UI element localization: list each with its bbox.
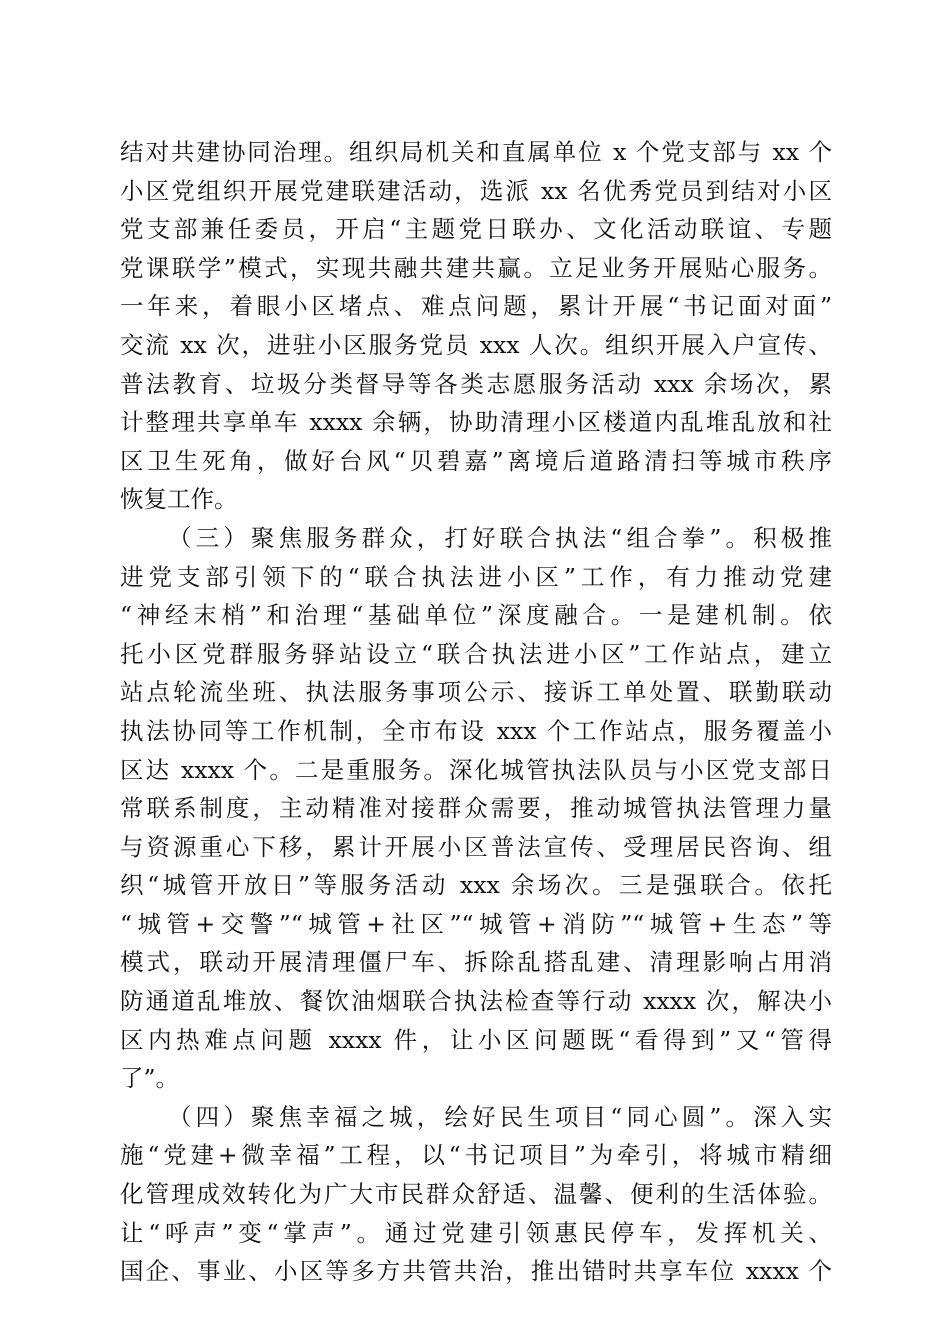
text-line: 化管理成效转化为广大市民群众舒适、温馨、便利的生活体验。: [120, 1180, 832, 1209]
text-line: 常联系制度，主动精准对接群众需要，推动城管执法管理力量: [120, 794, 832, 823]
text-line: 执法协同等工作机制，全市布设 xxx 个工作站点，服务覆盖小: [120, 716, 832, 745]
text-line: 党支部兼任委员，开启“主题党日联办、文化活动联谊、专题: [120, 215, 832, 244]
text-line: 织“城管开放日”等服务活动 xxx 余场次。三是强联合。依托: [120, 871, 832, 900]
text-line: “城管+交警”“城管+社区”“城管+消防”“城管+生态”等: [120, 909, 832, 938]
text-line: 交流 xx 次，进驻小区服务党员 xxx 人次。组织开展入户宣传、: [120, 330, 832, 359]
text-line: 一年来，着眼小区堵点、难点问题，累计开展“书记面对面”: [120, 292, 832, 321]
text-line: 区内热难点问题 xxxx 件，让小区问题既“看得到”又“管得: [120, 1025, 832, 1054]
text-line: 小区党组织开展党建联建活动，选派 xx 名优秀党员到结对小区: [120, 176, 832, 205]
text-line: 托小区党群服务驿站设立“联合执法进小区”工作站点，建立: [120, 639, 832, 668]
text-line: 站点轮流坐班、执法服务事项公示、接诉工单处置、联勤联动: [120, 678, 832, 707]
text-line: 模式，联动开展清理僵尸车、拆除乱搭乱建、清理影响占用消: [120, 948, 832, 977]
text-line: 让“呼声”变“掌声”。通过党建引领惠民停车，发挥机关、: [120, 1218, 832, 1247]
paragraph-continuation: [120, 133, 832, 519]
text-line: 防通道乱堆放、餐饮油烟联合执法检查等行动 xxxx 次，解决小: [120, 987, 832, 1016]
document-body: [120, 133, 832, 1291]
paragraph-section-3: [120, 519, 832, 1098]
text-line: （四）聚焦幸福之城，绘好民生项目“同心圆”。深入实: [168, 1102, 832, 1131]
text-line: 进党支部引领下的“联合执法进小区”工作，有力推动党建: [120, 562, 832, 591]
text-line: 普法教育、垃圾分类督导等各类志愿服务活动 xxx 余场次，累: [120, 369, 832, 398]
text-line: 恢复工作。: [120, 485, 238, 514]
paragraph-section-4: [120, 1098, 832, 1291]
text-line: 区卫生死角，做好台风“贝碧嘉”离境后道路清扫等城市秩序: [120, 446, 832, 475]
text-line: 区达 xxxx 个。二是重服务。深化城管执法队员与小区党支部日: [120, 755, 832, 784]
text-line: 党课联学”模式，实现共融共建共赢。立足业务开展贴心服务。: [120, 253, 832, 282]
text-line: 施“党建+微幸福”工程，以“书记项目”为牵引，将城市精细: [120, 1141, 832, 1170]
text-line: 计整理共享单车 xxxx 余辆，协助清理小区楼道内乱堆乱放和社: [120, 408, 832, 437]
text-line: 国企、事业、小区等多方共管共治，推出错时共享车位 xxxx 个: [120, 1257, 832, 1286]
text-line: 了”。: [120, 1064, 180, 1093]
text-line: 与资源重心下移，累计开展小区普法宣传、受理居民咨询、组: [120, 832, 832, 861]
text-line: （三）聚焦服务群众，打好联合执法“组合拳”。积极推: [168, 523, 832, 552]
text-line: “神经末梢”和治理“基础单位”深度融合。一是建机制。依: [120, 601, 832, 630]
text-line: 结对共建协同治理。组织局机关和直属单位 x 个党支部与 xx 个: [120, 138, 832, 166]
